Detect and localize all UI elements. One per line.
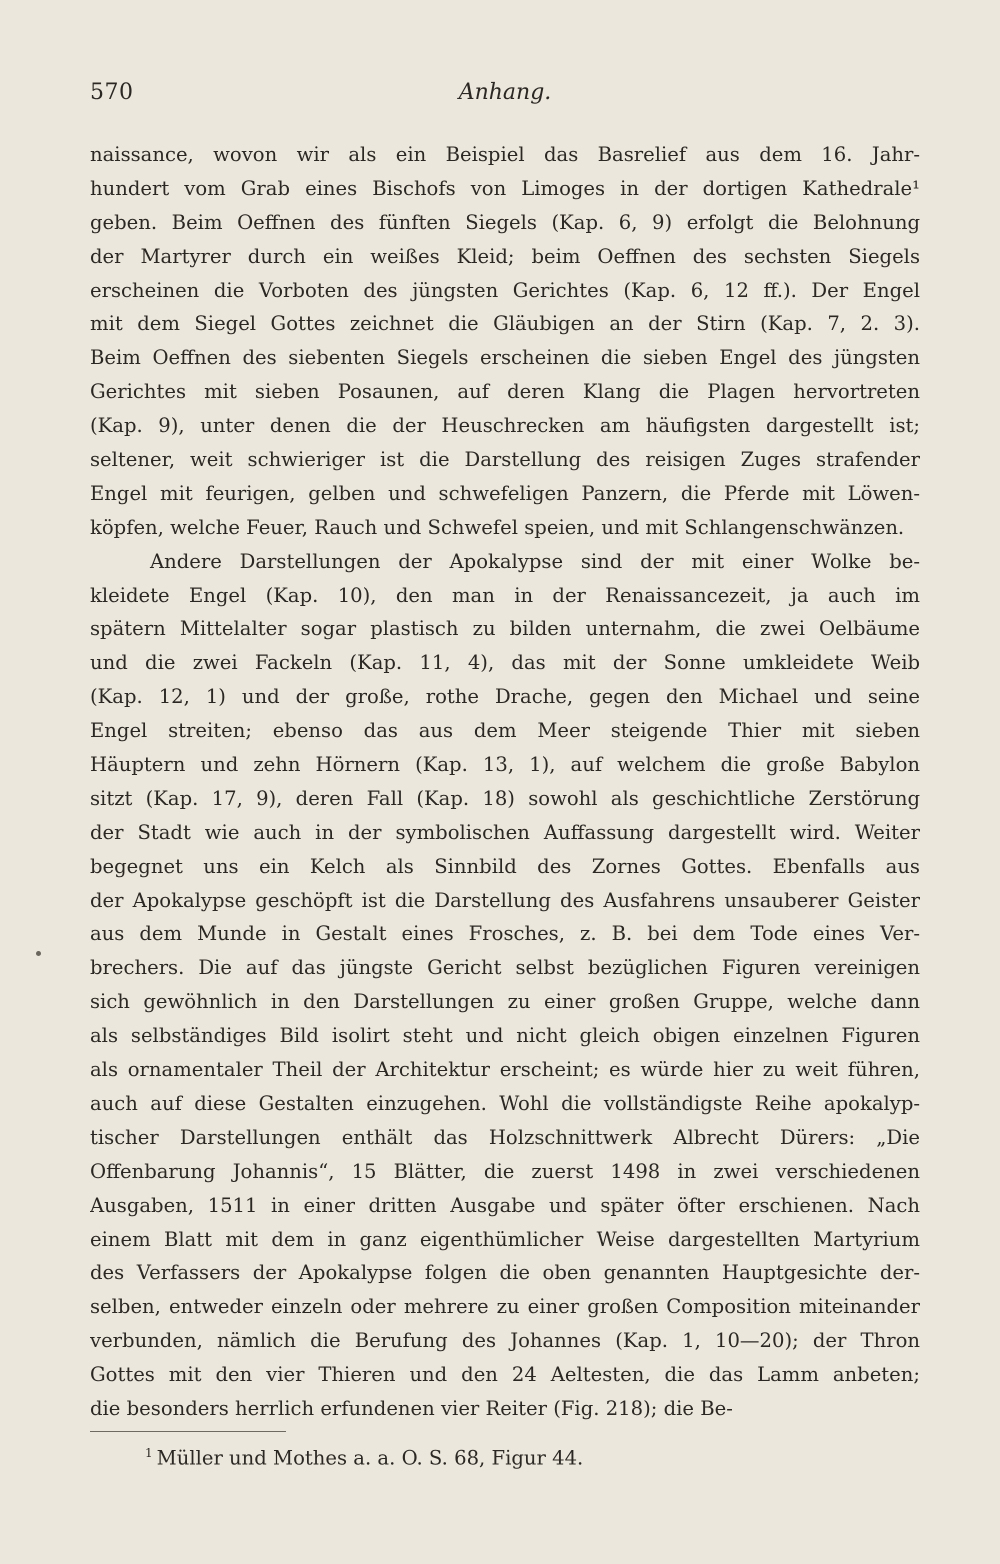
text-line: und die zwei Fackeln (Kap. 11, 4), das mit der Sonne umkleidete Weib: [90, 651, 920, 675]
text-line: der Apokalypse geschöpft ist die Darstellung des Ausfahrens unsauberer Geister: [90, 888, 920, 912]
body-text: [90, 138, 920, 1426]
text-line: verbunden, nämlich die Berufung des Johannes (Kap. 1, 10—20); der Thron: [90, 1329, 920, 1353]
footnote-rule: [90, 1431, 286, 1432]
text-line: seltener, weit schwieriger ist die Darstellung des reisigen Zuges strafender: [90, 448, 920, 472]
text-line: aus dem Munde in Gestalt eines Frosches, z. B. bei dem Tode eines Ver-: [90, 922, 920, 946]
text-line: die besonders herrlich erfundenen vier Reiter (Fig. 218); die Be-: [90, 1396, 733, 1420]
text-line: Häuptern und zehn Hörnern (Kap. 13, 1), auf welchem die große Babylon: [90, 753, 920, 777]
footnote-text: Müller und Mothes a. a. O. S. 68, Figur 44.: [156, 1446, 584, 1470]
text-line: Offenbarung Johannis“, 15 Blätter, die zuerst 1498 in zwei verschiedenen: [90, 1159, 920, 1183]
text-line: auch auf diese Gestalten einzugehen. Wohl die vollständigste Reihe apokalyp-: [90, 1091, 920, 1115]
text-line: (Kap. 12, 1) und der große, rothe Drache, gegen den Michael und seine: [90, 685, 920, 709]
text-line: der Martyrer durch ein weißes Kleid; beim Oeffnen des sechsten Siegels: [90, 244, 920, 268]
text-line: tischer Darstellungen enthält das Holzschnittwerk Albrecht Dürers: „Die: [90, 1125, 920, 1149]
page-header: [90, 80, 920, 116]
text-line: als selbständiges Bild isolirt steht und nicht gleich obigen einzelnen Figuren: [90, 1024, 920, 1048]
footnote: [145, 1446, 583, 1470]
text-line: brechers. Die auf das jüngste Gericht selbst bezüglichen Figuren vereinigen: [90, 956, 920, 980]
running-head: Anhang.: [458, 80, 552, 105]
text-line: der Stadt wie auch in der symbolischen Auffassung dargestellt wird. Weiter: [90, 820, 920, 844]
text-line: Gerichtes mit sieben Posaunen, auf deren Klang die Plagen hervortreten: [90, 380, 920, 404]
text-line: begegnet uns ein Kelch als Sinnbild des Zornes Gottes. Ebenfalls aus: [90, 854, 920, 878]
text-line: (Kap. 9), unter denen die der Heuschrecken am häufigsten dargestellt ist;: [90, 414, 920, 438]
text-line: geben. Beim Oeffnen des fünften Siegels (Kap. 6, 9) erfolgt die Belohnung: [90, 210, 920, 234]
text-line: spätern Mittelalter sogar plastisch zu bilden unternahm, die zwei Oelbäume: [90, 617, 920, 641]
text-line: einem Blatt mit dem in ganz eigenthümlicher Weise dargestellten Martyrium: [90, 1227, 920, 1251]
text-line: als ornamentaler Theil der Architektur erscheint; es würde hier zu weit führen,: [90, 1058, 920, 1082]
text-line: mit dem Siegel Gottes zeichnet die Gläubigen an der Stirn (Kap. 7, 2. 3).: [90, 312, 920, 336]
text-line: sitzt (Kap. 17, 9), deren Fall (Kap. 18) sowohl als geschichtliche Zerstörung: [90, 786, 920, 810]
text-line: des Verfassers der Apokalypse folgen die oben genannten Hauptgesichte der-: [90, 1261, 920, 1285]
text-line: Ausgaben, 1511 in einer dritten Ausgabe und später öfter erschienen. Nach: [90, 1193, 920, 1217]
text-line: naissance, wovon wir als ein Beispiel das Basrelief aus dem 16. Jahr-: [90, 143, 920, 166]
text-line: selben, entweder einzeln oder mehrere zu einer großen Composition miteinander: [90, 1295, 920, 1319]
text-line: Andere Darstellungen der Apokalypse sind der mit einer Wolke be-: [150, 549, 920, 573]
footnote-marker: 1: [145, 1446, 153, 1460]
text-line: Beim Oeffnen des siebenten Siegels erscheinen die sieben Engel des jüngsten: [90, 346, 920, 370]
page-number: 570: [90, 80, 134, 105]
text-line: sich gewöhnlich in den Darstellungen zu einer großen Gruppe, welche dann: [90, 990, 920, 1014]
text-line: Gottes mit den vier Thieren und den 24 Aeltesten, die das Lamm anbeten;: [90, 1363, 920, 1387]
text-line: erscheinen die Vorboten des jüngsten Gerichtes (Kap. 6, 12 ff.). Der Engel: [90, 278, 920, 302]
text-line: köpfen, welche Feuer, Rauch und Schwefel speien, und mit Schlangenschwänzen.: [90, 515, 905, 539]
text-line: kleidete Engel (Kap. 10), den man in der Renaissancezeit, ja auch im: [90, 583, 920, 607]
text-line: Engel streiten; ebenso das aus dem Meer steigende Thier mit sieben: [90, 719, 920, 743]
text-line: hundert vom Grab eines Bischofs von Limoges in der dortigen Kathedrale¹: [90, 176, 920, 200]
text-line: Engel mit feurigen, gelben und schwefeligen Panzern, die Pferde mit Löwen-: [90, 481, 920, 505]
paper-speck: [36, 951, 41, 956]
